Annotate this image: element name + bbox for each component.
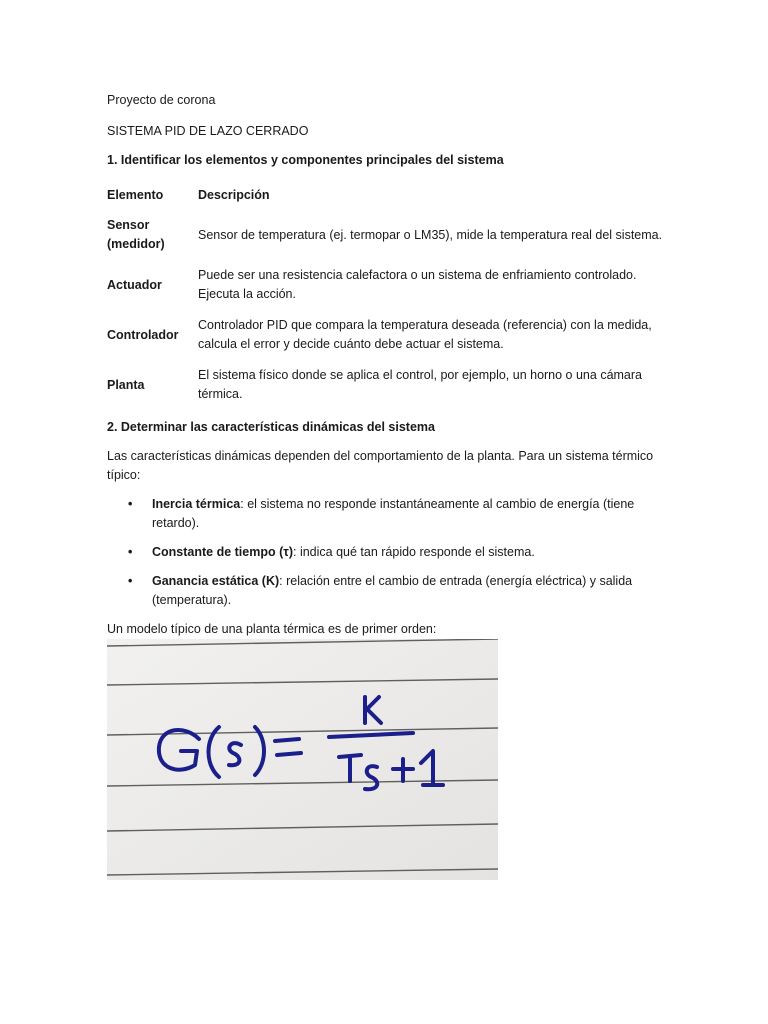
document-page [107,91,667,649]
section1-heading: 1. Identificar los elementos y componentes principales del sistema [107,153,504,167]
table-row [107,360,667,410]
list-item [128,543,667,562]
list-item-term: Inercia térmica [152,497,241,511]
table-header-row [107,180,667,210]
list-item-text: : relación entre el cambio de entrada (energía eléctrica) y salida (temperatura). [152,574,633,607]
list-item [128,495,667,533]
components-table [107,180,667,410]
table-cell-description: Controlador PID que compara la temperatura deseada (referencia) con la medida, calcula el error y decide cuánto debe actuar el sistema. [198,318,652,351]
section2-heading: 2. Determinar las características dinámicas del sistema [107,420,435,434]
table-row [107,210,667,260]
table-cell-element: Planta [107,377,145,392]
handwritten-formula-photo [107,639,498,880]
document-title: Proyecto de corona [107,93,216,107]
table-cell-element: Controlador [107,327,179,342]
section2-intro: Las características dinámicas dependen del comportamiento de la planta. Para un sistema térmico típico: [107,449,654,482]
table-cell-description: Sensor de temperatura (ej. termopar o LM35), mide la temperatura real del sistema. [198,227,663,242]
list-item-text: : indica qué tan rápido responde el sistema. [293,545,535,559]
list-item [128,572,667,610]
table-cell-element: Actuador [107,277,162,292]
list-item-term: Ganancia estática (K) [152,574,280,588]
table-cell-description: Puede ser una resistencia calefactora o un sistema de enfriamiento controlado. Ejecuta la acción. [198,268,637,301]
table-cell-description: El sistema físico donde se aplica el control, por ejemplo, un horno o una cámara térmica. [198,368,642,401]
table-header-element: Elemento [107,187,164,202]
table-row [107,260,667,310]
list-item-text: : el sistema no responde instantáneamente al cambio de energía (tiene retardo). [152,497,635,530]
characteristics-list [107,495,667,610]
table-row [107,310,667,360]
table-header-description: Descripción [198,187,270,202]
document-subtitle: SISTEMA PID DE LAZO CERRADO [107,124,309,138]
paper-background [107,639,498,880]
bullet-icon: • [128,574,133,588]
bullet-icon: • [128,497,133,511]
model-lead-text: Un modelo típico de una planta térmica es de primer orden: [107,622,437,636]
list-item-term: Constante de tiempo (τ) [152,545,293,559]
bullet-icon: • [128,545,133,559]
table-cell-element: Sensor (medidor) [107,218,165,251]
